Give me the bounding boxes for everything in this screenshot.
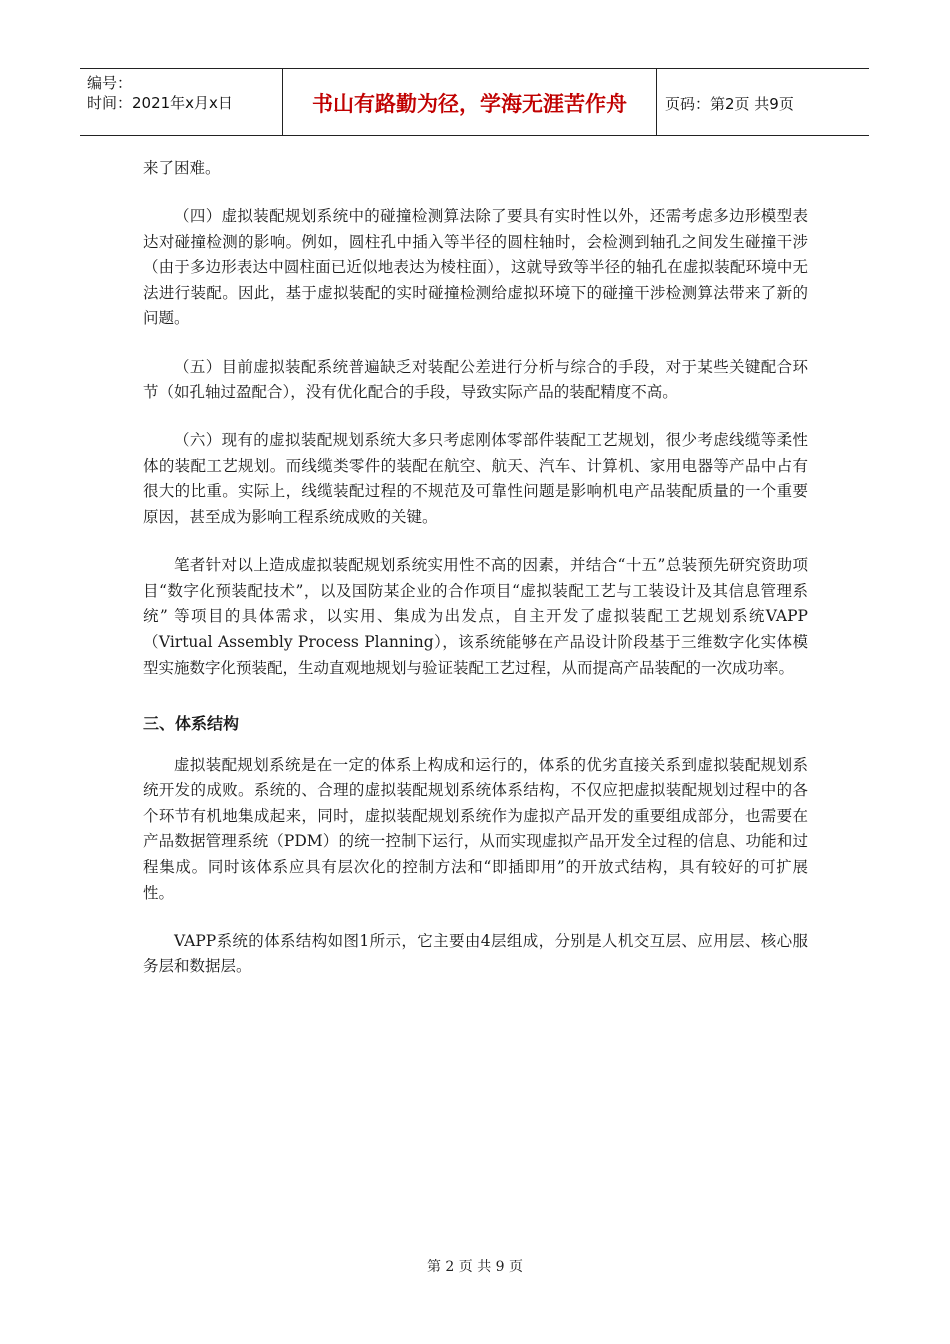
header-motto: 书山有路勤为径，学海无涯苦作舟 — [282, 69, 657, 135]
paragraph-continuation: 来了困难。 — [143, 159, 221, 177]
paragraph-author-intro: 笔者针对以上造成虚拟装配规划系统实用性不高的因素，并结合“十五”总装预先研究资助项目“数字化预装配技术”，以及国防某企业的合作项目“虚拟装配工艺与工装设计及其信息管理系统” 等项目的具体需求，以实用、集成为出发点，自主开发了虚拟装配工艺规划系统VAPP（Virtual Assembly Process Planning），该系统能够在产品设计阶段基于三维数字化实体模型实施数字化预装配，生动直观地规划与验证装配工艺过程，从而提高产品装配的一次成功率。 — [143, 556, 808, 677]
header-meta — [80, 69, 282, 135]
header-number: 编号： — [87, 74, 133, 92]
page-footer: 第 2 页 共 9 页 — [426, 1259, 524, 1275]
section-heading: 三、体系结构 — [143, 714, 240, 734]
header-time: 时间：2021年x月x日 — [87, 94, 233, 112]
paragraph-6: （六）现有的虚拟装配规划系统大多只考虑刚体零部件装配工艺规划，很少考虑线缆等柔性体的装配工艺规划。而线缆类零件的装配在航空、航天、汽车、计算机、家用电器等产品中占有很大的比重。实际上，线缆装配过程的不规范及可靠性问题是影响机电产品装配质量的一个重要原因，甚至成为影响工程系统成败的关键。 — [143, 431, 808, 527]
page-header — [80, 68, 869, 136]
document-body — [143, 150, 808, 1002]
paragraph-architecture-1: 虚拟装配规划系统是在一定的体系上构成和运行的，体系的优劣直接关系到虚拟装配规划系统开发的成败。系统的、合理的虚拟装配规划系统体系结构，不仅应把虚拟装配规划过程中的各个环节有机地集成起来，同时，虚拟装配规划系统作为虚拟产品开发的重要组成部分，也需要在产品数据管理系统（PDM）的统一控制下运行，从而实现虚拟产品开发全过程的信息、功能和过程集成。同时该体系应具有层次化的控制方法和“即插即用”的开放式结构，具有较好的可扩展性。 — [143, 755, 808, 902]
paragraph-architecture-2: VAPP系统的体系结构如图1所示，它主要由4层组成，分别是人机交互层、应用层、核心服务层和数据层。 — [143, 931, 808, 976]
paragraph-5: （五）目前虚拟装配系统普遍缺乏对装配公差进行分析与综合的手段，对于某些关键配合环节（如孔轴过盈配合），没有优化配合的手段，导致实际产品的装配精度不高。 — [143, 357, 808, 402]
header-page-number: 页码：第2页 共9页 — [665, 94, 794, 113]
paragraph-4: （四）虚拟装配规划系统中的碰撞检测算法除了要具有实时性以外，还需考虑多边形模型表达对碰撞检测的影响。例如，圆柱孔中插入等半径的圆柱轴时，会检测到轴孔之间发生碰撞干涉（由于多边形表达中圆柱面已近似地表达为棱柱面），这就导致等半径的轴孔在虚拟装配环境中无法进行装配。因此，基于虚拟装配的实时碰撞检测给虚拟环境下的碰撞干涉检测算法带来了新的问题。 — [143, 207, 808, 328]
